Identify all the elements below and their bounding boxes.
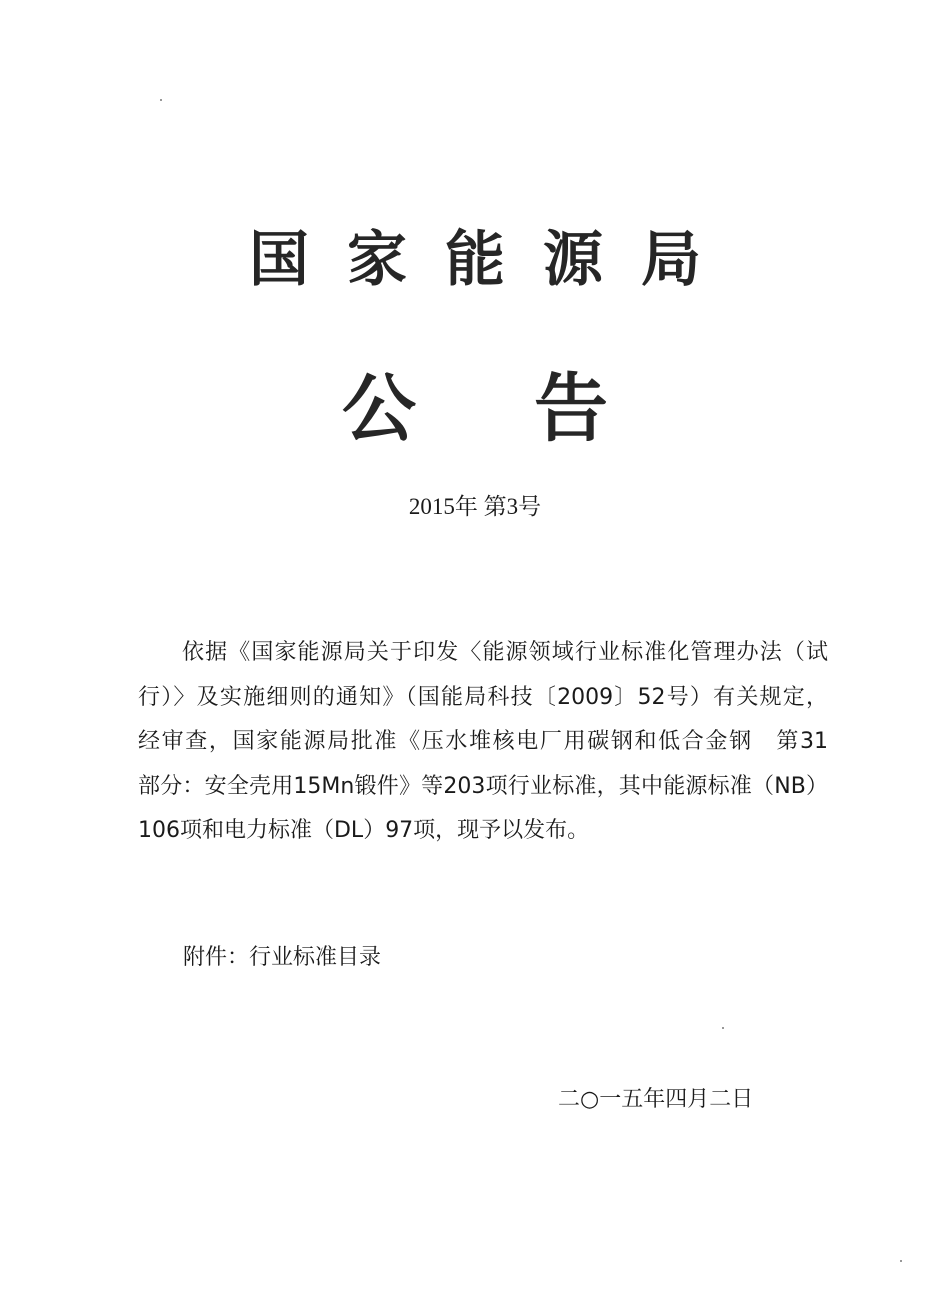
announcement-body [138,631,828,854]
body-line-2: 行）〉及实施细则的通知》（国能局科技〔2009〕52号）有关规定， [138,684,828,710]
body-line-4: 部分：安全壳用15Mn锻件》等203项行业标准，其中能源标准（NB） [138,773,828,799]
document-number: 2015年 第3号 [408,494,542,519]
attachment-note: 附件：行业标准目录 [183,945,382,970]
body-line-3: 经审查，国家能源局批准《压水堆核电厂用碳钢和低合金钢 第31 [138,729,828,754]
scan-speck [900,1260,902,1262]
scan-speck [722,1027,724,1029]
issue-date: 二○一五年四月二日 [558,1087,754,1112]
scan-speck [160,99,162,101]
body-line-1: 依据《国家能源局关于印发〈能源领域行业标准化管理办法（试 [182,640,828,665]
document-title: 公告 [342,366,726,452]
body-line-5: 106项和电力标准（DL）97项，现予以发布。 [138,818,590,843]
agency-title: 国家能源局 [249,225,739,295]
